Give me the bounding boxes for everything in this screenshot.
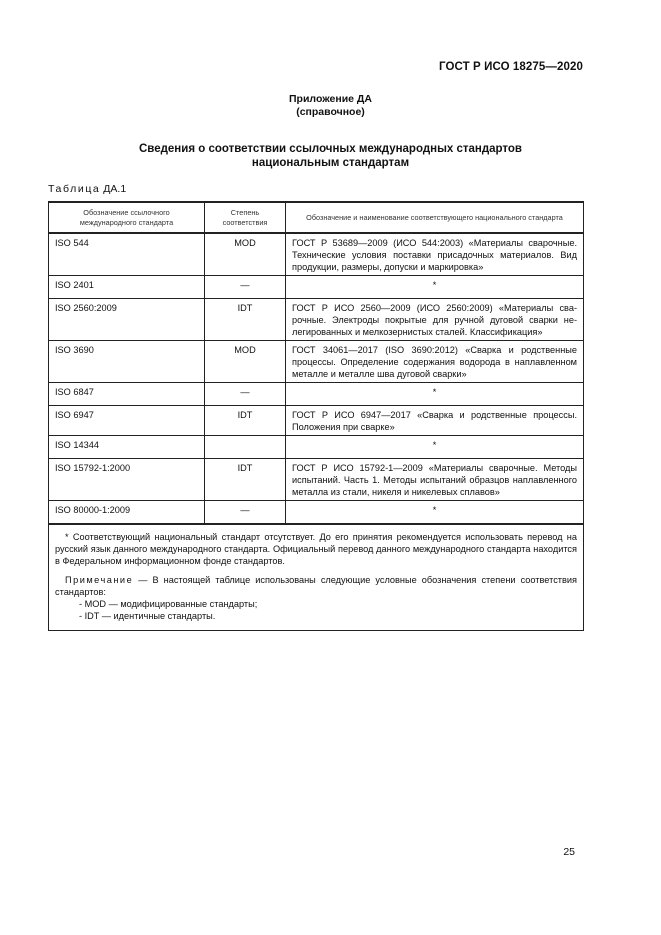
standard-id: ISO 6847 — [49, 383, 205, 406]
standard-id: ISO 15792-1:2000 — [49, 459, 205, 501]
table-row — [49, 459, 584, 501]
national-standard: * — [286, 501, 584, 525]
degree — [205, 436, 286, 459]
table-label-word: Таблица — [48, 183, 101, 195]
national-standard: ГОСТ Р ИСО 15792-1—2009 «Материалы сварочные. Методы испытаний. Часть 1. Методы испытаний образцов наплавленного металла из стали, никеля и никелевых сплавов» — [286, 459, 584, 501]
degree: IDT — [205, 459, 286, 501]
standard-id: ISO 544 — [49, 233, 205, 276]
section-title — [0, 142, 661, 170]
table-row — [49, 436, 584, 459]
table-notes-row — [49, 524, 584, 631]
national-standard: ГОСТ Р 53689—2009 (ИСО 544:2003) «Материалы сварочные. Технические условия поставки присадочных материалов. Вид продукции, размеры, допуски и маркировка» — [286, 233, 584, 276]
note-text: — В настоящей таблице использованы следующие условные обозначения степени соответствия стандартов: — [55, 575, 577, 597]
note-lead: Примечание — [65, 575, 134, 585]
table-notes — [49, 524, 584, 631]
correspondence-table — [48, 201, 584, 631]
table-row — [49, 233, 584, 276]
header-national-standard: Обозначение и наименование соответствующего национального стандарта — [286, 202, 584, 233]
section-title-line-1: Сведения о соответствии ссылочных международных стандартов — [138, 143, 522, 155]
table-row — [49, 299, 584, 341]
standard-id: ISO 6947 — [49, 406, 205, 436]
footnote: * Соответствующий национальный стандарт отсутствует. До его принятия рекомендуется использовать перевод на русский язык данного международного стандарта. Официальный перевод данного международного стандарта находится в Федеральном информационном фонде стандартов. — [55, 532, 577, 566]
note — [55, 574, 577, 598]
annex-title: Приложение ДА — [289, 93, 372, 105]
degree: MOD — [205, 341, 286, 383]
section-title-line-2: национальным стандартам — [251, 157, 410, 169]
table-row — [49, 341, 584, 383]
standard-id: ISO 3690 — [49, 341, 205, 383]
national-standard: * — [286, 383, 584, 406]
standard-id: ISO 2560:2009 — [49, 299, 205, 341]
national-standard: ГОСТ Р ИСО 6947—2017 «Сварка и родственные процессы. Положения при сварке» — [286, 406, 584, 436]
table-label — [48, 183, 126, 195]
header-degree: Степень соответствия — [205, 202, 286, 233]
note-item-mod: - MOD — модифицированные стандарты; — [79, 599, 258, 609]
table-row — [49, 501, 584, 525]
national-standard: * — [286, 276, 584, 299]
standard-id: ISO 14344 — [49, 436, 205, 459]
national-standard: ГОСТ 34061—2017 (ISO 3690:2012) «Сварка и родственные процессы. Определение содержания водорода в наплавленном металле и металле шва дуговой сварки» — [286, 341, 584, 383]
degree: MOD — [205, 233, 286, 276]
national-standard: * — [286, 436, 584, 459]
note-list — [55, 598, 577, 622]
standard-id: ISO 2401 — [49, 276, 205, 299]
document-code: ГОСТ Р ИСО 18275—2020 — [438, 61, 583, 73]
table-label-number: ДА.1 — [103, 183, 127, 195]
table-row — [49, 276, 584, 299]
note-item-idt: - IDT — идентичные стандарты. — [79, 611, 216, 621]
degree: — — [205, 383, 286, 406]
page-number: 25 — [563, 846, 575, 858]
degree: IDT — [205, 406, 286, 436]
degree: — — [205, 501, 286, 525]
annex-subtitle: (справочное) — [296, 106, 365, 118]
header-international-standard: Обозначение ссылочного международного стандарта — [49, 202, 205, 233]
annex-heading — [0, 93, 661, 119]
table-row — [49, 383, 584, 406]
national-standard: ГОСТ Р ИСО 2560—2009 (ИСО 2560:2009) «Материалы сварочные. Электроды покрытые для ручной дуговой сварки нелегированных и мелкозернистых сталей. Классификация» — [286, 299, 584, 341]
table-header-row — [49, 202, 584, 233]
table-row — [49, 406, 584, 436]
standard-id: ISO 80000-1:2009 — [49, 501, 205, 525]
degree: IDT — [205, 299, 286, 341]
degree: — — [205, 276, 286, 299]
